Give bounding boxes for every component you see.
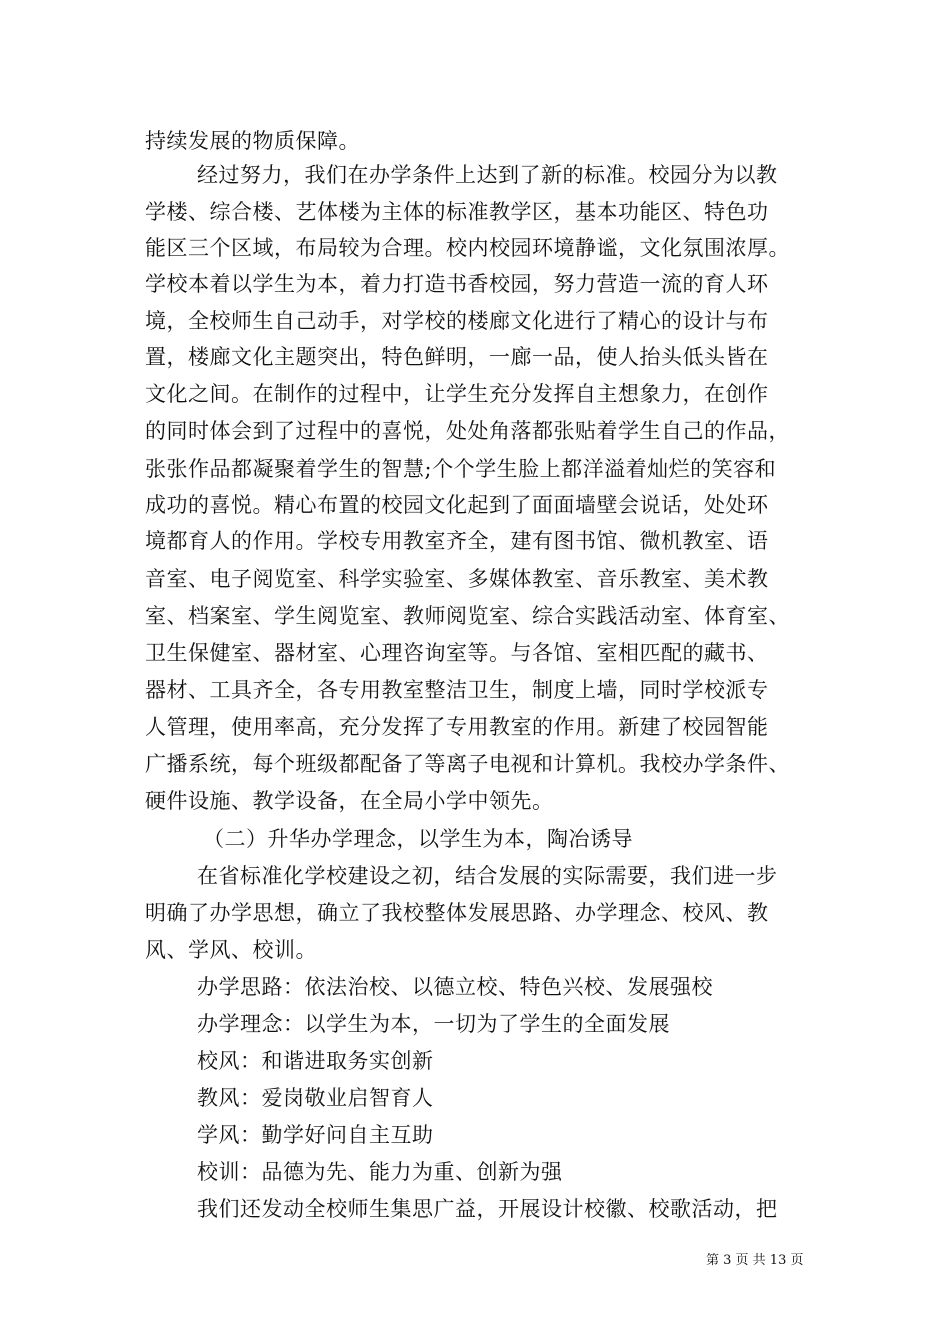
paragraph-start-line: 我们还发动全校师生集思广益，开展设计校徽、校歌活动，把 xyxy=(197,1197,778,1221)
text-line: 器材、工具齐全，各专用教室整洁卫生，制度上墙，同时学校派专 xyxy=(145,678,769,702)
text-line: 持续发展的物质保障。 xyxy=(145,129,360,153)
list-item: 校风：和谐进取务实创新 xyxy=(197,1049,434,1073)
list-item: 办学理念：以学生为本，一切为了学生的全面发展 xyxy=(197,1012,670,1036)
text-line: 境，全校师生自己动手，对学校的楼廊文化进行了精心的设计与布 xyxy=(145,309,769,333)
section-heading: （二）升华办学理念，以学生为本，陶冶诱导 xyxy=(203,827,633,851)
text-line: 境都育人的作用。学校专用教室齐全，建有图书馆、微机教室、语 xyxy=(145,529,769,553)
text-line: 学楼、综合楼、艺体楼为主体的标准教学区，基本功能区、特色功 xyxy=(145,200,769,224)
paragraph-start-line: 经过努力，我们在办学条件上达到了新的标准。校园分为以教 xyxy=(197,163,778,187)
text-line: 人管理，使用率高，充分发挥了专用教室的作用。新建了校园智能 xyxy=(145,715,769,739)
text-line: 的同时体会到了过程中的喜悦，处处角落都张贴着学生自己的作品， xyxy=(145,419,790,443)
text-line: 硬件设施、教学设备，在全局小学中领先。 xyxy=(145,789,554,813)
text-line: 室、档案室、学生阅览室、教师阅览室、综合实践活动室、体育室、 xyxy=(145,604,790,628)
text-line: 明确了办学思想，确立了我校整体发展思路、办学理念、校风、教 xyxy=(145,901,769,925)
text-line: 广播系统，每个班级都配备了等离子电视和计算机。我校办学条件、 xyxy=(145,752,790,776)
text-line: 能区三个区域，布局较为合理。校内校园环境静谧，文化氛围浓厚。 xyxy=(145,236,790,260)
text-line: 置，楼廊文化主题突出，特色鲜明，一廊一品，使人抬头低头皆在 xyxy=(145,345,769,369)
text-line: 风、学风、校训。 xyxy=(145,938,317,962)
text-line: 音室、电子阅览室、科学实验室、多媒体教室、音乐教室、美术教 xyxy=(145,567,769,591)
text-line: 卫生保健室、器材室、心理咨询室等。与各馆、室相匹配的藏书、 xyxy=(145,641,769,665)
text-line: 张张作品都凝聚着学生的智慧;个个学生脸上都洋溢着灿烂的笑容和 xyxy=(145,457,777,481)
list-item: 校训：品德为先、能力为重、创新为强 xyxy=(197,1160,563,1184)
page-footer: 第 3 页 共 13 页 xyxy=(706,1253,804,1268)
paragraph-start-line: 在省标准化学校建设之初，结合发展的实际需要，我们进一步 xyxy=(197,864,778,888)
text-line: 学校本着以学生为本，着力打造书香校园，努力营造一流的育人环 xyxy=(145,272,769,296)
list-item: 学风：勤学好问自主互助 xyxy=(197,1123,434,1147)
list-item: 办学思路：依法治校、以德立校、特色兴校、发展强校 xyxy=(197,975,713,999)
text-line: 文化之间。在制作的过程中，让学生充分发挥自主想象力，在创作 xyxy=(145,382,769,406)
text-line: 成功的喜悦。精心布置的校园文化起到了面面墙壁会说话，处处环 xyxy=(145,493,769,517)
list-item: 教风：爱岗敬业启智育人 xyxy=(197,1086,434,1110)
